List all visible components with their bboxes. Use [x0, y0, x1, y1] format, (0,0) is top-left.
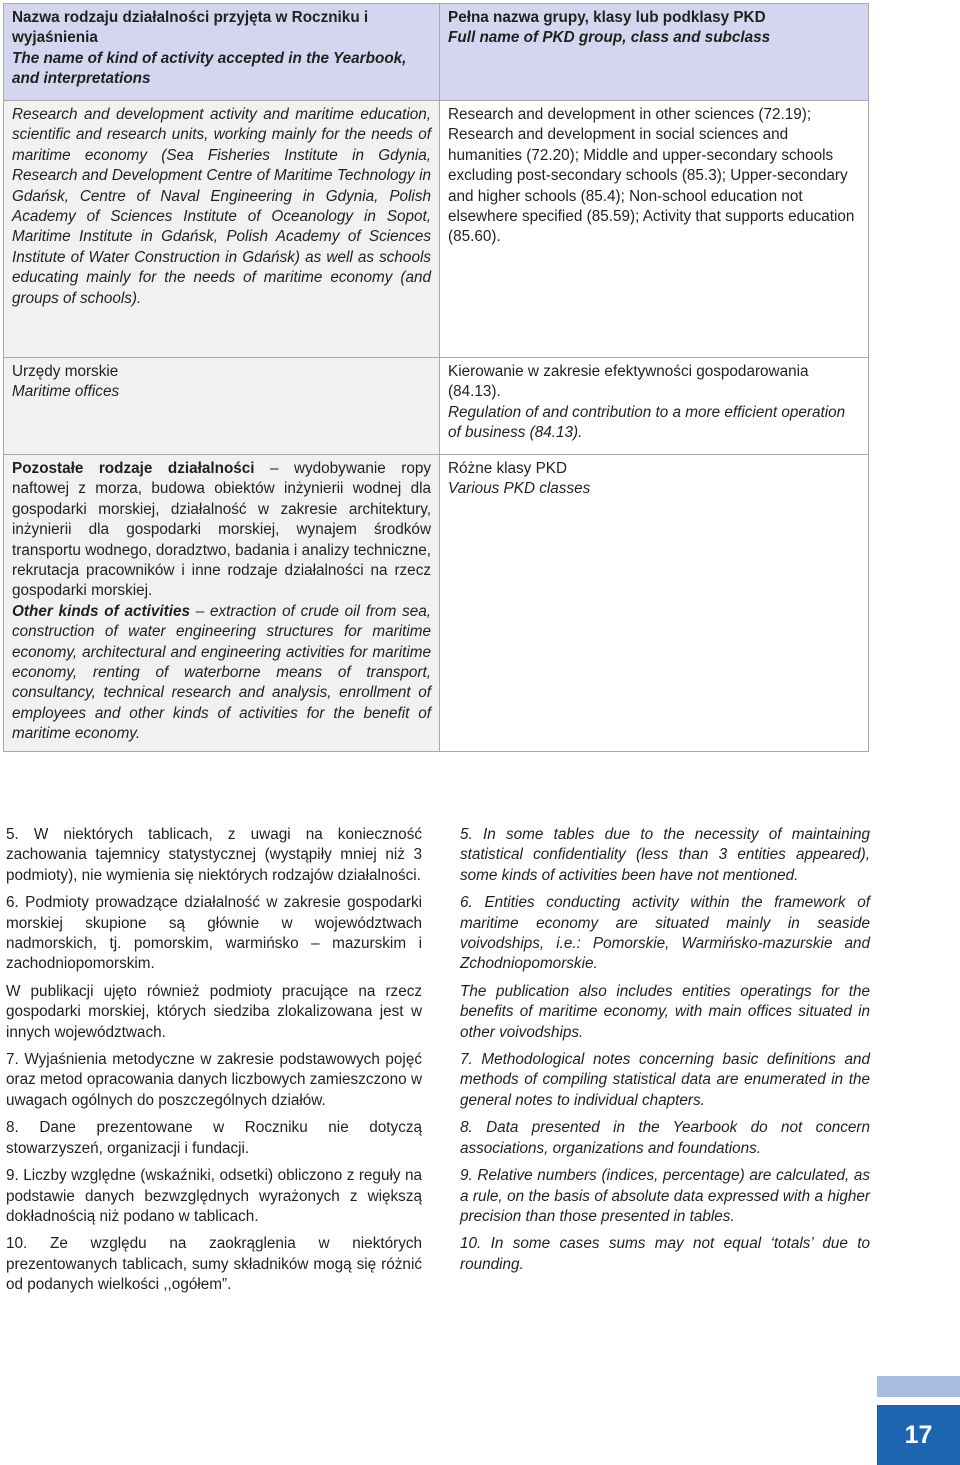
notes-polish: [6, 825, 422, 1303]
row-other-activities: [4, 455, 440, 752]
note-paragraph: 5. In some tables due to the necessity of maintaining statistical confidentiality (less than 3 entities appeared), some kinds of activities been have not mentioned.: [460, 826, 870, 884]
note-paragraph: 6. Entities conducting activity within the framework of maritime economy are situated mainly in seaside voivodships, i.e.: Pomorskie, Warmińsko-mazurskie and Zchodniopomorskie.: [460, 894, 870, 973]
header-pkd-name: [440, 4, 869, 101]
row-research-pkd: [440, 101, 869, 358]
header-col2-pl: Pełna nazwa grupy, klasy lub podklasy PKD: [448, 9, 766, 26]
maritime-offices-pkd-en: Regulation of and contribution to a more efficient operation of business (84.13).: [448, 403, 846, 442]
maritime-offices-pl: Urzędy morskie: [12, 363, 119, 380]
note-paragraph: 7. Methodological notes concerning basic definitions and methods of compiling statistical data are enumerated in the general notes to individual chapters.: [460, 1051, 870, 1109]
note-paragraph: 5. W niektórych tablicach, z uwagi na konieczność zachowania tajemnicy statystycznej (wystąpiły mniej niż 3 podmioty), nie wymienia się niektórych rodzajów działalności.: [6, 826, 422, 884]
other-activities-pl-desc: – wydobywanie ropy naftowej z morza, budowa obiektów inżynierii wodnej dla gospodarki morskiej, działalność w zakresie architektury, inżynierii dla gospodarki morskiej, wynajem środków transportu wodnego, doradztwo, badania i analizy techniczne, rekrutacja pracowników i inne rodzaje działalności na rzecz gospodarki morskiej.: [12, 460, 431, 600]
other-activities-pl-title: Pozostałe rodzaje działalności: [12, 460, 255, 477]
note-paragraph: 9. Liczby względne (wskaźniki, odsetki) obliczono z reguły na podstawie danych bezwzględnych wyrażonych z większą dokładnością niż podano w tablicach.: [6, 1167, 422, 1225]
note-paragraph: 8. Data presented in the Yearbook do not concern associations, organizations and foundations.: [460, 1119, 870, 1157]
note-paragraph: 6. Podmioty prowadzące działalność w zakresie gospodarki morskiej skupione są głównie w województwach nadmorskich, tj. pomorskim, warmińsko – mazurskim i zachodniopomorskim.: [6, 894, 422, 973]
other-activities-pl: [12, 459, 431, 602]
header-activity-name: [4, 4, 440, 101]
other-activities-en-desc: – extraction of crude oil from sea, construction of water engineering structures for maritime economy, architectural and engineering activities for maritime economy, renting of waterborne means of transport, consultancy, technical research and analysis, enrollment of employees and other kinds of activities for the benefit of maritime economy.: [12, 602, 431, 743]
row-maritime-offices: [4, 358, 440, 455]
research-pkd-text: Research and development in other sciences (72.19); Research and development in social sciences and humanities (72.20); Middle and upper-secondary schools excluding post-secondary schools (85.3); Upper-secondary and higher schools (85.4); Non-school education not elsewhere specified (85.59); Activity that supports education (85.60).: [448, 106, 855, 246]
page-decoration-bar: [877, 1376, 960, 1397]
page-number: 17: [877, 1405, 960, 1465]
activity-classification-table: [3, 3, 869, 752]
note-paragraph: 10. Ze względu na zaokrąglenia w niektórych prezentowanych tablicach, sumy składników mogą się różnić od podanych wielkości ,,ogółem”.: [6, 1235, 422, 1294]
other-activities-en-title: Other kinds of activities: [12, 602, 190, 620]
notes-english: [460, 825, 870, 1282]
note-paragraph: 8. Dane prezentowane w Roczniku nie dotyczą stowarzyszeń, organizacji i fundacji.: [6, 1119, 422, 1157]
research-activity-text: Research and development activity and maritime education, scientific and research units, working mainly for the needs of maritime economy (Sea Fisheries Institute in Gdynia, Research and Development Centre of Maritime Technology in Gdańsk, Centre of Naval Engineering in Gdynia, Polish Academy of Sciences Institute of Oceanology in Sopot, Maritime Institute in Gdańsk, Polish Academy of Sciences Institute of Water Construction in Gdańsk) as well as schools educating mainly for the needs of maritime economy (and groups of schools).: [12, 106, 431, 307]
other-activities-en: [12, 602, 431, 745]
maritime-offices-pkd-pl: Kierowanie w zakresie efektywności gospodarowania (84.13).: [448, 363, 809, 401]
row-maritime-offices-pkd: [440, 358, 869, 455]
maritime-offices-en: Maritime offices: [12, 383, 120, 401]
note-paragraph: W publikacji ujęto również podmioty pracujące na rzecz gospodarki morskiej, których siedziba zlokalizowana jest w innych województwach.: [6, 982, 422, 1041]
header-col1-en: The name of kind of activity accepted in the Yearbook, and interpretations: [12, 49, 407, 88]
note-paragraph: 9. Relative numbers (indices, percentage) are calculated, as a rule, on the basis of absolute data expressed with a higher precision than those presented in tables.: [460, 1167, 870, 1225]
row-other-activities-pkd: [440, 455, 869, 752]
row-research-activity: [4, 101, 440, 358]
table-row: [4, 101, 869, 358]
other-activities-pkd-en: Various PKD classes: [448, 480, 591, 498]
note-paragraph: 7. Wyjaśnienia metodyczne w zakresie podstawowych pojęć oraz metod opracowania danych liczbowych zamieszczono w uwagach ogólnych do poszczególnych działów.: [6, 1051, 422, 1109]
note-paragraph: The publication also includes entities operatings for the benefits of maritime economy, with main offices situated in other voivodships.: [460, 982, 870, 1041]
note-paragraph: 10. In some cases sums may not equal ‘totals’ due to rounding.: [460, 1235, 870, 1273]
table-row: [4, 358, 869, 455]
header-col1-pl: Nazwa rodzaju działalności przyjęta w Roczniku i wyjaśnienia: [12, 9, 369, 47]
table-row: [4, 455, 869, 752]
other-activities-pkd-pl: Różne klasy PKD: [448, 460, 568, 477]
header-col2-en: Full name of PKD group, class and subclass: [448, 29, 771, 47]
table-header-row: [4, 4, 869, 101]
